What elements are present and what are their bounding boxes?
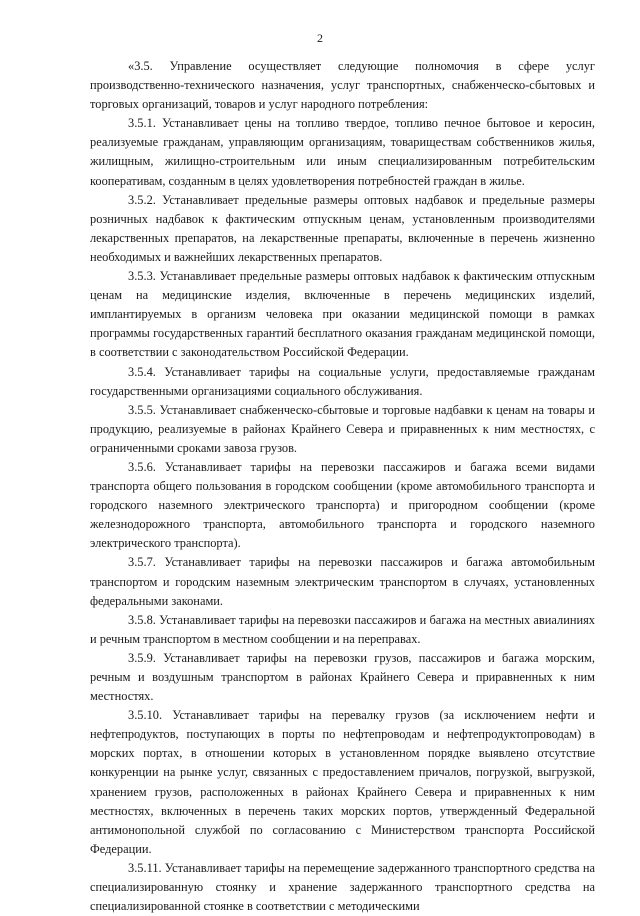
paragraph-3-5-8: 3.5.8. Устанавливает тарифы на перевозки пассажиров и багажа на местных авиалиниях и речным транспортом в местном сообщении и на переправах. [90,612,595,646]
paragraph-3-5-3: 3.5.3. Устанавливает предельные размеры оптовых надбавок к фактическим отпускным ценам на медицинские изделия, включенные в перечень медицинских изделий, имплантируемых в организм человека при оказании медицинской помощи в рамках программы государственных гарантий бесплатного оказания гражданам медицинской помощи, в соответствии с законодательством Российской Федерации. [90,269,595,360]
document-body [90,57,595,916]
paragraph-3-5-6: 3.5.6. Устанавливает тарифы на перевозки пассажиров и багажа всеми видами транспорта общего пользования в городском сообщении (кроме автомобильного транспорта и городского наземного электрического транспорта) и пригородном сообщении (кроме железнодорожного транспорта, автомобильного транспорта и городского наземного электрического транспорта). [90,459,595,551]
paragraph-3-5-11: 3.5.11. Устанавливает тарифы на перемещение задержанного транспортного средства на специализированную стоянку и хранение задержанного транспортного средства на специализированной стоянке в соответствии с методическими [90,860,595,914]
paragraph-3-5: «3.5. Управление осуществляет следующие полномочия в сфере услуг производственно-технического назначения, услуг транспортных, снабженческо-сбытовых и торговых организаций, товаров и услуг народного потребления: [90,59,595,112]
page-number: 2 [317,31,323,45]
paragraph-3-5-5: 3.5.5. Устанавливает снабженческо-сбытовые и торговые надбавки к ценам на товары и продукцию, реализуемые в районах Крайнего Севера и приравненных к ним местностях, с ограниченными сроками завоза грузов. [90,402,595,455]
paragraph-3-5-2: 3.5.2. Устанавливает предельные размеры оптовых надбавок и предельные размеры розничных надбавок к фактическим отпускным ценам, установленным производителями лекарственных препаратов, на лекарственные препараты, включенные в перечень жизненно необходимых и важнейших лекарственных препаратов. [90,192,595,264]
paragraph-3-5-1: 3.5.1. Устанавливает цены на топливо твердое, топливо печное бытовое и керосин, реализуемые гражданам, управляющим организациям, товариществам собственников жилья, жилищным, жилищно-строительным или иным специализированным потребительским кооперативам, созданным в целях удовлетворения потребностей граждан в жилье. [90,116,595,188]
paragraph-3-5-9: 3.5.9. Устанавливает тарифы на перевозки грузов, пассажиров и багажа морским, речным и воздушным транспортом в районах Крайнего Севера и приравненных к ним местностях. [90,650,595,704]
paragraph-3-5-7: 3.5.7. Устанавливает тарифы на перевозки пассажиров и багажа автомобильным транспортом и городским наземным электрическим транспортом в случаях, установленных федеральными законами. [90,555,595,608]
paragraph-3-5-10: 3.5.10. Устанавливает тарифы на перевалку грузов (за исключением нефти и нефтепродуктов, поступающих в порты по нефтепроводам и нефтепродуктопроводам) в морских портах, в отношении которых в установленном порядке выявлено отсутствие конкуренции на рынке услуг, связанных с предоставлением причалов, погрузкой, выгрузкой, хранением грузов, расположенных в районах Крайнего Севера и приравненных к ним местностях, включенных в перечень таких морских портов, утвержденный Федеральной антимонопольной службой по согласованию с Министерством транспорта Российской Федерации. [90,708,595,856]
paragraph-3-5-4: 3.5.4. Устанавливает тарифы на социальные услуги, предоставляемые гражданам государственными организациями социального обслуживания. [90,364,595,398]
